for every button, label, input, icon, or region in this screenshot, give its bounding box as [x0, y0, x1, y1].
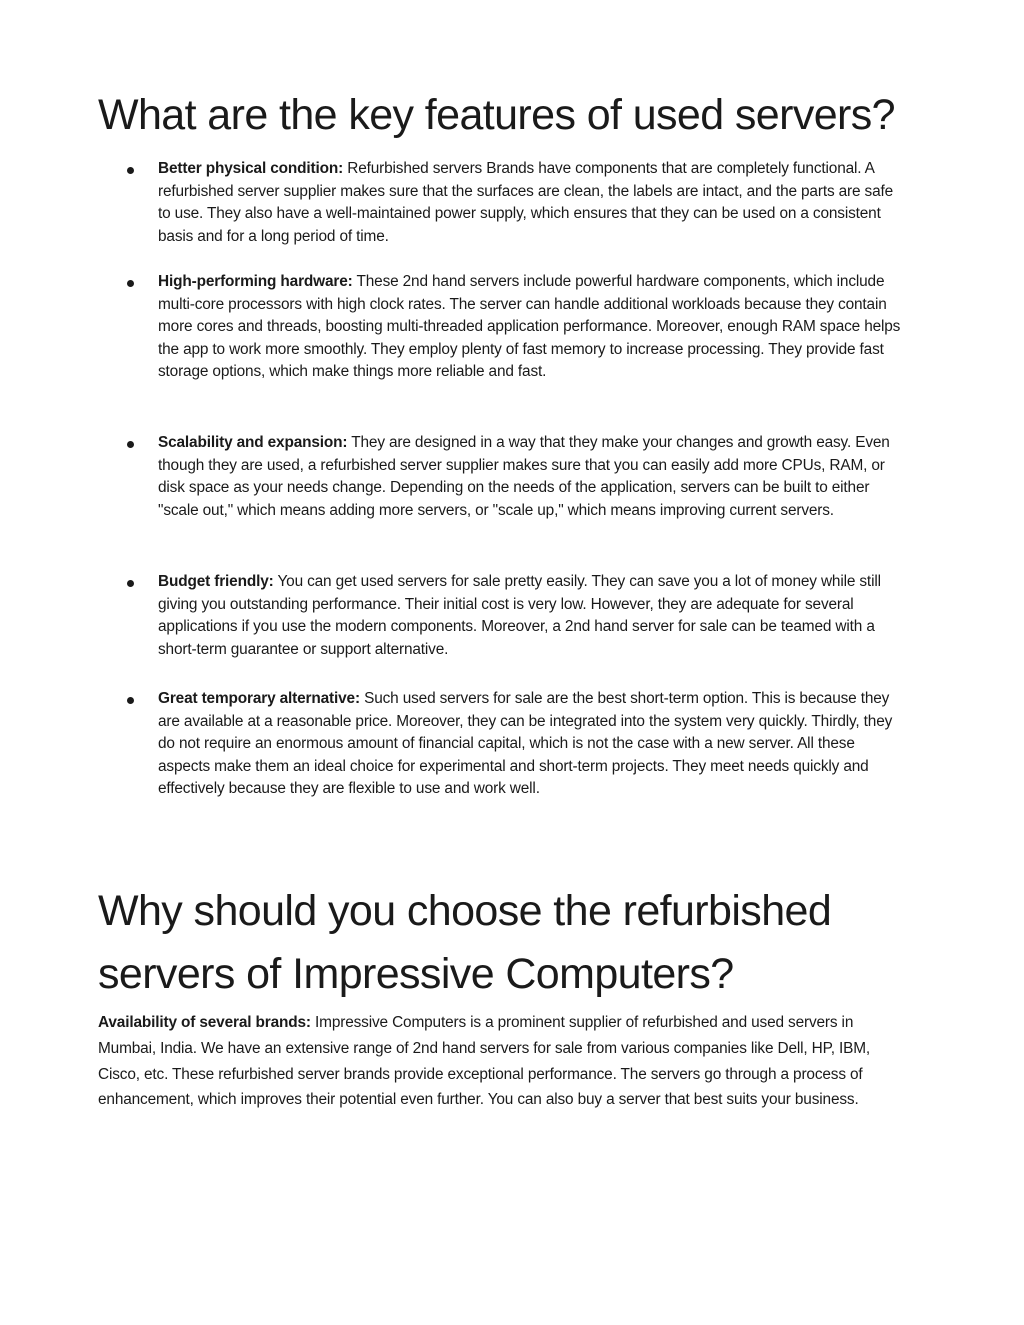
list-item-body: Such used servers for sale are the best short-term option. This is because they are available at a reasonable price. Moreover, they can be integrated into the system very quickly. Thirdly, they do not require an enormous amount of financial capital, which is not the case with a new server. All these aspects make them an ideal choice for experimental and short-term projects. They meet needs quickly and effectively because they are flexible to use and work well.	[158, 690, 893, 798]
bullet-icon	[127, 280, 134, 287]
list-item-body: They are designed in a way that they make your changes and growth easy. Even though they are used, a refurbished server supplier makes sure that you can easily add more CPUs, RAM, or disk space as your needs change. Depending on the needs of the application, servers can be built to either "scale out," which means adding more servers, or "scale up," which means improving current servers.	[158, 434, 890, 519]
list-item-term: Budget friendly:	[158, 573, 274, 590]
list-item-body: Refurbished servers Brands have components that are completely functional. A refurbished server supplier makes sure that the surfaces are clean, the labels are intact, and the parts are safe to use. They also have a well-maintained power supply, which ensures that they can be used on a consistent basis and for a long period of time.	[158, 160, 894, 245]
list-item-body: You can get used servers for sale pretty easily. They can save you a lot of money while still giving you outstanding performance. Their initial cost is very low. However, they are adequate for several applications if you use the modern components. Moreover, a 2nd hand server for sale can be teamed with a short-term guarantee or support alternative.	[158, 573, 881, 658]
bullet-icon	[127, 697, 134, 704]
list-item-text	[158, 158, 903, 248]
list-item-term: Better physical condition:	[158, 160, 344, 177]
bullet-icon	[127, 441, 134, 448]
list-item-body: These 2nd hand servers include powerful hardware components, which include multi-core processors with high clock rates. The server can handle additional workloads because they contain more cores and threads, boosting multi-threaded application performance. Moreover, enough RAM space helps the app to work more smoothly. They employ plenty of fast memory to increase processing. They provide fast storage options, which make things more reliable and fast.	[158, 273, 901, 381]
list-item-term: Great temporary alternative:	[158, 690, 360, 707]
list-item-text	[158, 271, 903, 384]
bullet-icon	[127, 167, 134, 174]
brands-paragraph	[98, 1010, 888, 1113]
list-item-text	[158, 688, 903, 801]
list-item-term: Scalability and expansion:	[158, 434, 348, 451]
paragraph-body: Impressive Computers is a prominent supplier of refurbished and used servers in Mumbai, India. We have an extensive range of 2nd hand servers for sale from various companies like Dell, HP, IBM, Cisco, etc. These refurbished server brands provide exceptional performance. The servers go through a process of enhancement, which improves their potential even further. You can also buy a server that best suits your business.	[98, 1014, 871, 1109]
section-heading-why-choose: Why should you choose the refurbished servers of Impressive Computers?	[98, 887, 832, 998]
bullet-icon	[127, 580, 134, 587]
list-item-text	[158, 432, 903, 522]
section-heading-key-features: What are the key features of used servers?	[98, 91, 895, 139]
list-item-term: High-performing hardware:	[158, 273, 353, 290]
paragraph-term: Availability of several brands:	[98, 1014, 311, 1031]
list-item-text	[158, 571, 903, 661]
